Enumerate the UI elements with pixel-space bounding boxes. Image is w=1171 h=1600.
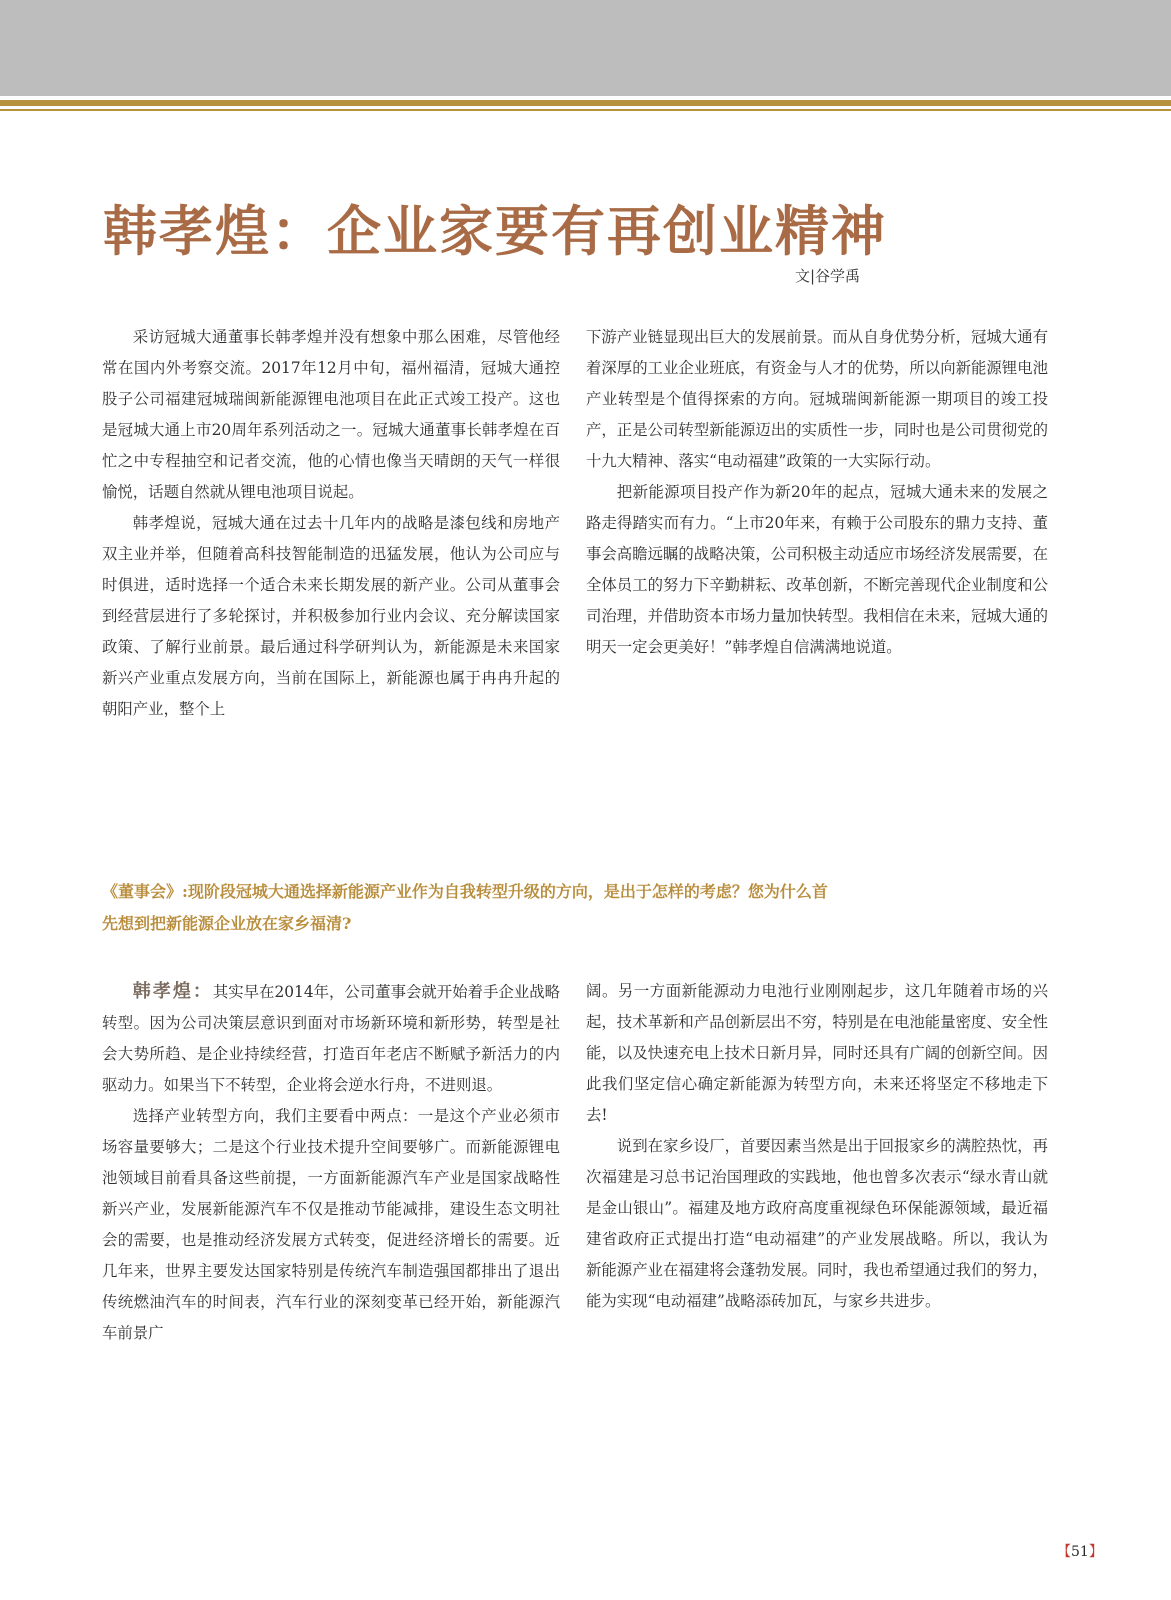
answer-column-right — [586, 976, 1048, 1317]
intro-column-right — [586, 322, 1048, 663]
answer-text: 其实早在2014年，公司董事会就开始着手企业战略转型。因为公司决策层意识到面对市场新环境和新形势，转型是社会大势所趋、是企业持续经营，打造百年老店不断赋予新活力的内驱动力。如果当下不转型，企业将会逆水行舟，不进则退。 — [102, 983, 561, 1094]
paragraph: 选择产业转型方向，我们主要看中两点：一是这个产业必须市场容量要够大；二是这个行业技术提升空间要够广。而新能源锂电池领域目前看具备这些前提，一方面新能源汽车产业是国家战略性新兴产业，发展新能源汽车不仅是推动节能减排，建设生态文明社会的需要，也是推动经济发展方式转变，促进经济增长的需要。近几年来，世界主要发达国家特别是传统汽车制造强国都排出了退出传统燃油汽车的时间表，汽车行业的深刻变革已经开始，新能源汽车前景广 — [102, 1107, 560, 1342]
answer-first-paragraph — [102, 976, 560, 1101]
speaker-label: 韩孝煌： — [132, 981, 213, 1002]
paragraph: 韩孝煌说，冠城大通在过去十几年内的战略是漆包线和房地产双主业并举，但随着高科技智能制造的迅猛发展，他认为公司应与时俱进，适时选择一个适合未来长期发展的新产业。公司从董事会到经营层进行了多轮探讨，并积极参加行业内会议、充分解读国家政策、了解行业前景。最后通过科学研判认为，新能源是未来国家新兴产业重点发展方向，当前在国际上，新能源也属于冉冉升起的朝阳产业，整个上 — [102, 514, 560, 718]
paragraph: 说到在家乡设厂，首要因素当然是出于回报家乡的满腔热忱，再次福建是习总书记治国理政的实践地，他也曾多次表示“绿水青山就是金山银山”。福建及地方政府高度重视绿色环保能源领域，最近福建省政府正式提出打造“电动福建”的产业发展战略。所以，我认为新能源产业在福建将会蓬勃发展。同时，我也希望通过我们的努力，能为实现“电动福建”战略添砖加瓦，与家乡共进步。 — [586, 1137, 1048, 1310]
paragraph: 把新能源项目投产作为新20年的起点，冠城大通未来的发展之路走得踏实而有力。“上市20年来，有赖于公司股东的鼎力支持、董事会高瞻远瞩的战略决策，公司积极主动适应市场经济发展需要，在全体员工的努力下辛勤耕耘、改革创新，不断完善现代企业制度和公司治理，并借助资本市场力量加快转型。我相信在未来，冠城大通的明天一定会更美好！”韩孝煌自信满满地说道。 — [586, 483, 1048, 656]
article-byline: 文|谷学禹 — [794, 267, 860, 285]
header-rule-thick — [0, 100, 1171, 106]
interview-question: 《董事会》:现阶段冠城大通选择新能源产业作为自我转型升级的方向，是出于怎样的考虑？您为什么首先想到把新能源企业放在家乡福清? — [102, 882, 828, 933]
header-rule-thin — [0, 109, 1171, 111]
answer-column-left — [102, 976, 560, 1349]
header-band — [0, 0, 1171, 96]
intro-column-left — [102, 322, 560, 725]
paragraph: 采访冠城大通董事长韩孝煌并没有想象中那么困难，尽管他经常在国内外考察交流。2017年12月中旬，福州福清，冠城大通控股子公司福建冠城瑞闽新能源锂电池项目在此正式竣工投产。这也是冠城大通上市20周年系列活动之一。冠城大通董事长韩孝煌在百忙之中专程抽空和记者交流，他的心情也像当天晴朗的天气一样很愉悦，话题自然就从锂电池项目说起。 — [102, 328, 560, 501]
paragraph-continued: 下游产业链显现出巨大的发展前景。而从自身优势分析，冠城大通有着深厚的工业企业班底，有资金与人才的优势，所以向新能源锂电池产业转型是个值得探索的方向。冠城瑞闽新能源一期项目的竣工投产，正是公司转型新能源迈出的实质性一步，同时也是公司贯彻党的十九大精神、落实“电动福建”政策的一大实际行动。 — [586, 328, 1048, 470]
article-title: 韩孝煌：企业家要有再创业精神 — [103, 200, 887, 263]
paragraph-continued: 阔。另一方面新能源动力电池行业刚刚起步，这几年随着市场的兴起，技术革新和产品创新层出不穷，特别是在电池能量密度、安全性能，以及快速充电上技术日新月异，同时还具有广阔的创新空间。因此我们坚定信心确定新能源为转型方向，未来还将坚定不移地走下去! — [586, 982, 1048, 1124]
bracket-close: 】 — [1088, 1544, 1103, 1560]
bracket-open: 【 — [1057, 1544, 1071, 1560]
page-number — [1057, 1541, 1103, 1561]
page-number-value: 51 — [1071, 1544, 1089, 1560]
